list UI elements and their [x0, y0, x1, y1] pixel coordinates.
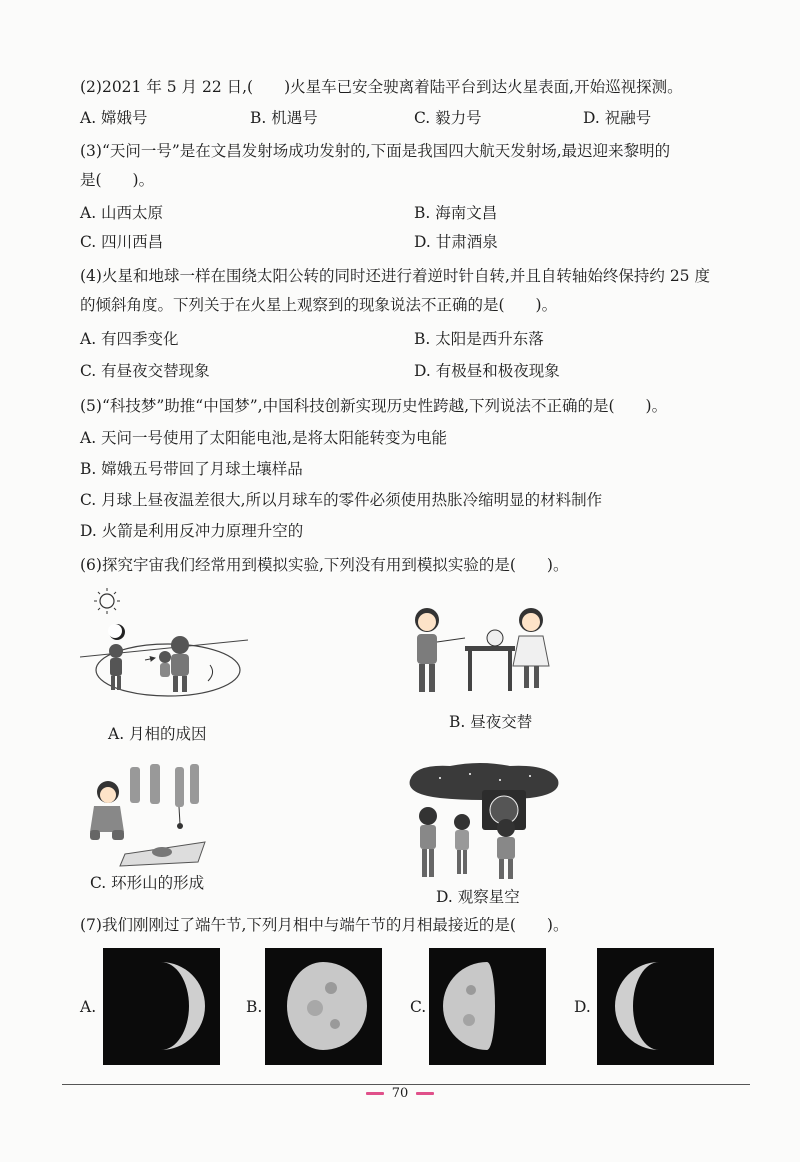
question-3-stem-line2: 是( )。 [80, 171, 155, 189]
question-6-stem: (6)探究宇宙我们经常用到模拟实验,下列没有用到模拟实验的是( )。 [80, 556, 569, 574]
question-4-stem-line1: (4)火星和地球一样在围绕太阳公转的同时还进行着逆时针自转,并且自转轴始终保持约 25 度 [80, 267, 710, 285]
page-number-text: 70 [391, 1086, 409, 1101]
illustration-caption-c: C. 环形山的形成 [90, 874, 205, 892]
question-3-option-c[interactable]: C. 四川西昌 [80, 233, 164, 251]
question-2-option-a[interactable]: A. 嫦娥号 [80, 109, 148, 127]
question-3-option-a[interactable]: A. 山西太原 [80, 204, 164, 222]
question-4-option-c[interactable]: C. 有昼夜交替现象 [80, 362, 210, 380]
question-2-option-c[interactable]: C. 毅力号 [414, 109, 482, 127]
question-7-stem: (7)我们刚刚过了端午节,下列月相中与端午节的月相最接近的是( )。 [80, 916, 569, 934]
moon-phase-experiment-illustration[interactable] [80, 585, 250, 710]
page-number-dash-right [416, 1092, 434, 1095]
question-2-stem: (2)2021 年 5 月 22 日,( )火星车已安全驶离着陆平台到达火星表面,开始巡视探测。 [80, 78, 683, 96]
question-5-option-c[interactable]: C. 月球上昼夜温差很大,所以月球车的零件必须使用热胀冷缩明显的材料制作 [80, 491, 603, 509]
illustration-caption-b: B. 昼夜交替 [449, 713, 533, 731]
star-observation-illustration[interactable] [400, 760, 565, 882]
question-5-stem: (5)“科技梦”助推“中国梦”,中国科技创新实现历史性跨越,下列说法不正确的是( )。 [80, 397, 668, 415]
question-4-option-d[interactable]: D. 有极昼和极夜现象 [414, 362, 560, 380]
waning-crescent-moon-icon [103, 948, 220, 1065]
moon-option-letter-c: C. [410, 998, 427, 1016]
question-5-option-d[interactable]: D. 火箭是利用反冲力原理升空的 [80, 522, 304, 540]
question-5-option-b[interactable]: B. 嫦娥五号带回了月球土壤样品 [80, 460, 303, 478]
illustration-caption-a: A. 月相的成因 [108, 725, 207, 743]
page-number-dash-left [366, 1092, 384, 1095]
question-4-option-a[interactable]: A. 有四季变化 [80, 330, 179, 348]
day-night-experiment-illustration[interactable] [405, 598, 565, 698]
question-4-stem-line2: 的倾斜角度。下列关于在火星上观察到的现象说法不正确的是( )。 [80, 296, 558, 314]
question-5-option-a[interactable]: A. 天问一号使用了太阳能电池,是将太阳能转变为电能 [80, 429, 447, 447]
gibbous-moon-icon [265, 948, 382, 1065]
first-quarter-moon-icon [429, 948, 546, 1065]
moon-option-letter-d: D. [574, 998, 591, 1016]
moon-phase-option-b[interactable] [265, 948, 382, 1065]
question-2-option-d[interactable]: D. 祝融号 [583, 109, 652, 127]
question-2-option-b[interactable]: B. 机遇号 [250, 109, 318, 127]
moon-phase-option-a[interactable] [103, 948, 220, 1065]
illustration-caption-d: D. 观察星空 [436, 888, 520, 906]
question-3-option-b[interactable]: B. 海南文昌 [414, 204, 498, 222]
moon-phase-option-c[interactable] [429, 948, 546, 1065]
crater-experiment-illustration[interactable] [80, 762, 220, 867]
waxing-crescent-moon-icon [597, 948, 714, 1065]
sun-icon [94, 588, 120, 614]
moon-phase-option-d[interactable] [597, 948, 714, 1065]
question-3-option-d[interactable]: D. 甘肃酒泉 [414, 233, 498, 251]
question-4-option-b[interactable]: B. 太阳是西升东落 [414, 330, 544, 348]
page-number [0, 1084, 800, 1104]
moon-option-letter-a: A. [80, 998, 97, 1016]
moon-option-letter-b: B. [246, 998, 263, 1016]
question-3-stem-line1: (3)“天问一号”是在文昌发射场成功发射的,下面是我国四大航天发射场,最迟迎来黎明的 [80, 142, 671, 160]
